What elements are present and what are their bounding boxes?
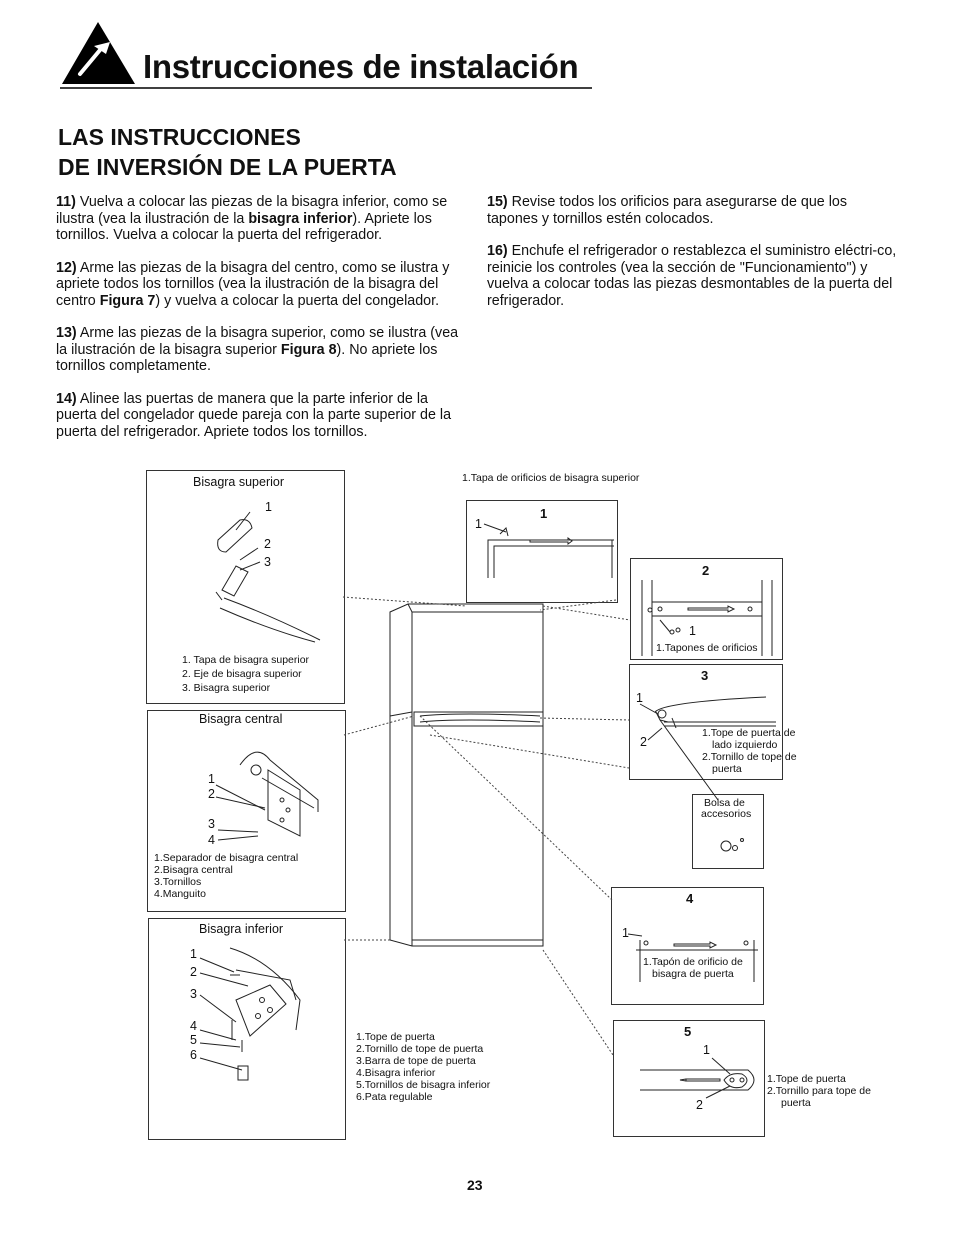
bottom-hinge-callout-6: 6 — [190, 1048, 197, 1062]
detail-3-callout-1: 1 — [636, 691, 643, 705]
step-14: 14) Alinee las puertas de manera que la parte inferior de la puerta del congelador quede pareja con la parte superior de la puerta del refrigerador. Apriete todos los tornillos. — [56, 390, 452, 440]
fridge-legend: 1.Tope de puerta 2.Tornillo de tope de puerta 3.Barra de tope de puerta 4.Bisagra inferior 5.Tornillos de bisagra inferior 6.Pata regulable — [356, 1031, 491, 1103]
bottom-hinge-callout-2: 2 — [190, 965, 197, 979]
accessory-bag-label-1: Bolsa de — [704, 797, 745, 809]
detail-2-callout: 1 — [689, 624, 696, 638]
bottom-hinge-callout-5: 5 — [190, 1033, 197, 1047]
step-13: 13) Arme las piezas de la bisagra superior, como se ilustra (vea la ilustración de la bisagra superior Figura 8). No apriete los tornillos completamente. — [56, 325, 459, 374]
bottom-hinge-title: Bisagra inferior — [199, 922, 284, 936]
step-15: 15) Revise todos los orificios para asegurarse de que los tapones y tornillos estén colocados. — [487, 194, 848, 227]
section-title-line1: LAS INSTRUCCIONES — [58, 124, 301, 150]
accessory-bag-label-2: accesorios — [701, 808, 752, 820]
bottom-hinge-callout-3: 3 — [190, 987, 197, 1001]
leader-lines — [343, 597, 630, 1055]
detail-2-caption: 1.Tapones de orificios — [656, 642, 758, 654]
detail-4-number: 4 — [686, 891, 694, 906]
page-title: Instrucciones de instalación — [143, 48, 579, 85]
step-16: 16) Enchufe el refrigerador o restablezca el suministro eléctri-co, reinicie los controles (vea la sección de "Funcionamiento") y vuelva a colocar todas las piezas desmontables de la puerta del refrigerador. — [487, 243, 897, 309]
bottom-hinge-drawing — [200, 948, 300, 1080]
center-hinge-title: Bisagra central — [199, 712, 283, 726]
refrigerator-drawing — [390, 604, 543, 946]
page-number: 23 — [467, 1177, 483, 1193]
top-hinge-legend: 1. Tapa de bisagra superior 2. Eje de bisagra superior 3. Bisagra superior — [182, 654, 310, 694]
detail-3-legend: 1.Tope de puerta de lado izquierdo 2.Tornillo de tope de puerta — [702, 727, 797, 775]
center-hinge-callout-4: 4 — [208, 833, 215, 847]
top-hinge-callout-1: 1 — [265, 500, 272, 514]
section-title-line2: DE INVERSIÓN DE LA PUERTA — [58, 154, 397, 180]
detail-4-callout: 1 — [622, 926, 629, 940]
top-hinge-drawing — [216, 512, 320, 642]
bottom-hinge-callout-1: 1 — [190, 947, 197, 961]
detail-4-legend: 1.Tapón de orificio de bisagra de puerta — [643, 956, 743, 980]
detail-1-drawing — [484, 524, 614, 578]
detail-3-number: 3 — [701, 668, 709, 683]
top-hinge-callout-3: 3 — [264, 555, 271, 569]
bottom-hinge-callout-4: 4 — [190, 1019, 197, 1033]
detail-5-legend: 1.Tope de puerta 2.Tornillo para tope de puerta — [767, 1073, 871, 1109]
accessory-bag-drawing — [721, 839, 744, 852]
detail-5-drawing — [640, 1058, 754, 1098]
center-hinge-legend: 1.Separador de bisagra central 2.Bisagra central 3.Tornillos 4.Manguito — [154, 852, 299, 900]
detail-1-caption: 1.Tapa de orificios de bisagra superior — [462, 472, 640, 484]
detail-2-number: 2 — [702, 563, 710, 578]
top-hinge-title: Bisagra superior — [193, 475, 285, 489]
center-hinge-drawing — [216, 752, 318, 840]
step-12: 12) Arme las piezas de la bisagra del centro, como se ilustra y apriete todos los tornillos (vea la ilustración de la bisagra del centro Figura 7) y vuelva a colocar la puerta del congelador. — [56, 259, 450, 309]
detail-3-callout-2: 2 — [640, 735, 647, 749]
top-hinge-callout-2: 2 — [264, 537, 271, 551]
detail-5-callout-2: 2 — [696, 1098, 703, 1112]
step-11: 11) Vuelva a colocar las piezas de la bisagra inferior, como se ilustra (vea la ilustración de la bisagra inferior). Apriete los tornillos. Vuelva a colocar la puerta del refrigerador. — [56, 194, 448, 243]
center-hinge-callout-2: 2 — [208, 787, 215, 801]
detail-1-number: 1 — [540, 506, 548, 521]
detail-5-callout-1: 1 — [703, 1043, 710, 1057]
center-hinge-callout-3: 3 — [208, 817, 215, 831]
detail-1-callout: 1 — [475, 517, 482, 531]
center-hinge-callout-1: 1 — [208, 772, 215, 786]
detail-5-number: 5 — [684, 1024, 692, 1039]
